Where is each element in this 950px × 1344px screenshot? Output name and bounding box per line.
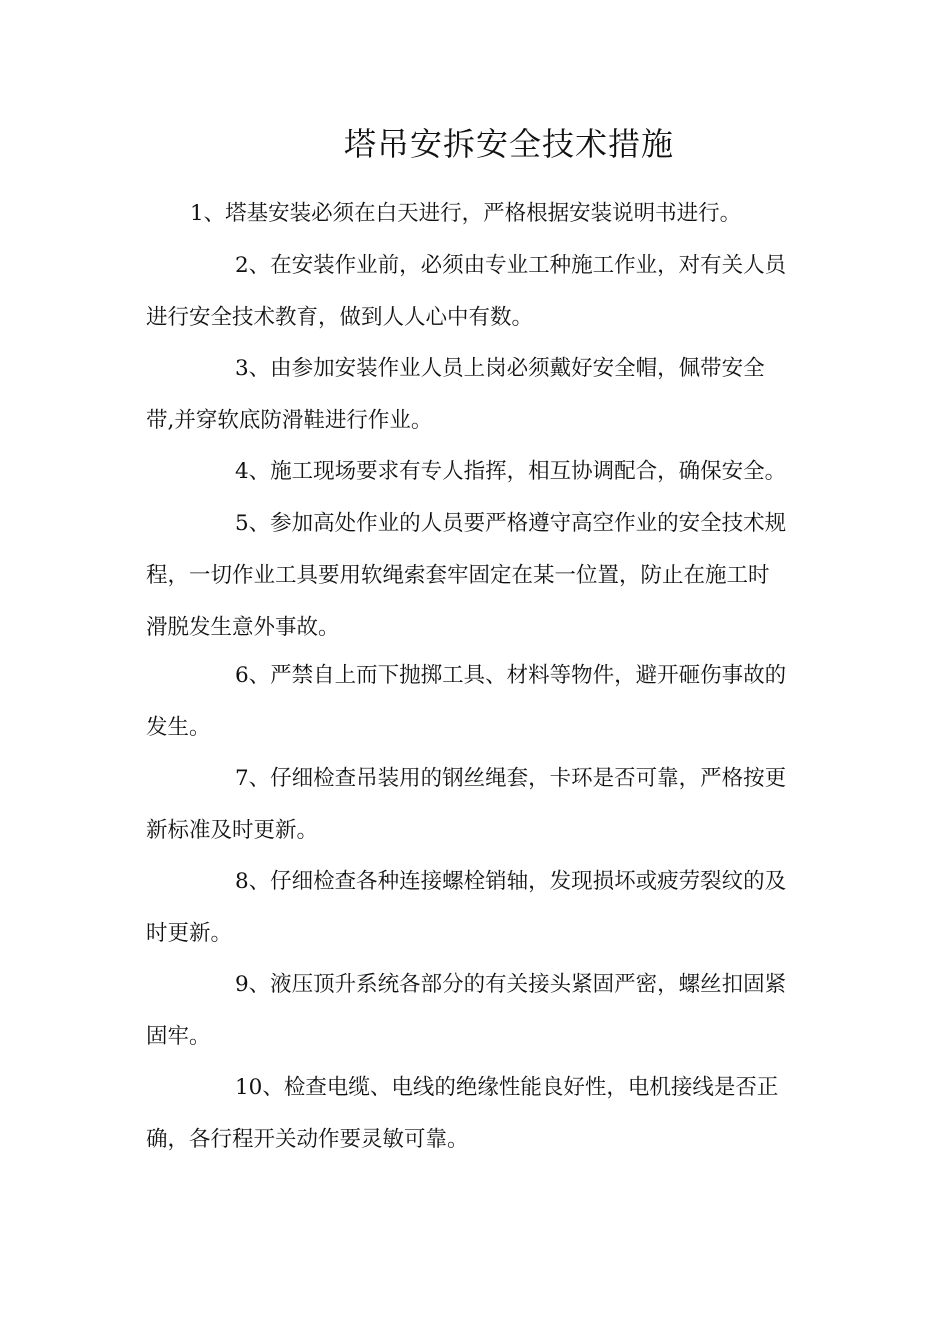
paragraph-1	[146, 188, 811, 240]
paragraph-6	[146, 650, 811, 754]
paragraph-line: 程，一切作业工具要用软绳索套牢固定在某一位置，防止在施工时	[146, 563, 770, 588]
paragraph-line: 确，各行程开关动作要灵敏可靠。	[146, 1127, 469, 1152]
paragraph-line: 新标准及时更新。	[146, 818, 319, 843]
paragraph-line: 8、仔细检查各种连接螺栓销轴，发现损坏或疲劳裂纹的及	[235, 869, 787, 894]
paragraph-line: 时更新。	[146, 921, 233, 946]
paragraph-line: 带,并穿软底防滑鞋进行作业。	[146, 408, 433, 433]
paragraph-line: 7、仔细检查吊装用的钢丝绳套，卡环是否可靠，严格按更	[235, 766, 787, 791]
paragraph-8	[146, 856, 811, 960]
paragraph-line: 6、严禁自上而下抛掷工具、材料等物件，避开砸伤事故的	[235, 663, 787, 688]
paragraph-7	[146, 753, 811, 857]
paragraph-line: 3、由参加安装作业人员上岗必须戴好安全帽，佩带安全	[235, 356, 765, 381]
paragraph-4	[146, 446, 811, 498]
paragraph-line: 5、参加高处作业的人员要严格遵守高空作业的安全技术规	[235, 511, 787, 536]
paragraph-line: 10、检查电缆、电线的绝缘性能良好性，电机接线是否正	[235, 1075, 779, 1100]
paragraph-line: 固牢。	[146, 1024, 211, 1049]
paragraph-line: 2、在安装作业前，必须由专业工种施工作业，对有关人员	[235, 253, 787, 278]
document-title: 塔吊安拆安全技术措施	[343, 125, 674, 163]
paragraph-line: 滑脱发生意外事故。	[146, 615, 340, 640]
paragraph-3	[146, 343, 811, 447]
paragraph-line: 进行安全技术教育，做到人人心中有数。	[146, 305, 534, 330]
paragraph-9	[146, 959, 811, 1063]
paragraph-line: 发生。	[146, 715, 211, 740]
paragraph-5	[146, 498, 811, 654]
paragraph-line: 1、塔基安装必须在白天进行，严格根据安装说明书进行。	[190, 201, 742, 226]
paragraph-10	[146, 1062, 811, 1166]
paragraph-line: 9、液压顶升系统各部分的有关接头紧固严密，螺丝扣固紧	[235, 972, 787, 997]
paragraph-2	[146, 240, 811, 344]
paragraph-line: 4、施工现场要求有专人指挥，相互协调配合，确保安全。	[235, 459, 787, 484]
